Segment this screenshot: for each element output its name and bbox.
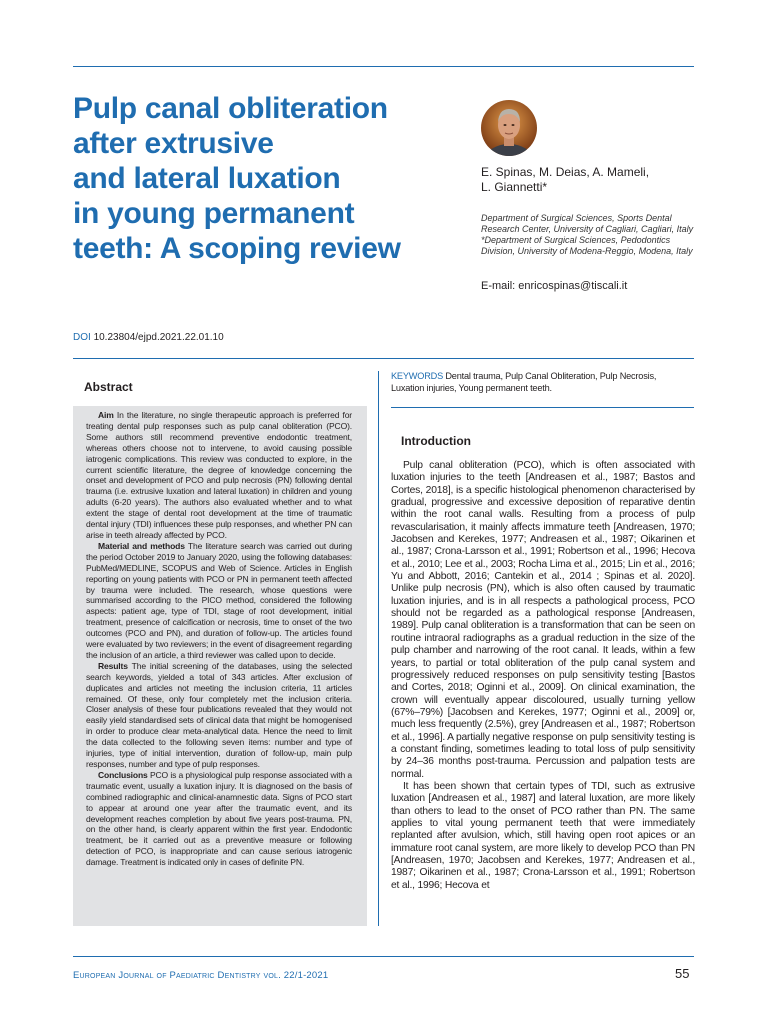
abstract-text: PCO is a physiological pulp response associated with a traumatic event, usually a luxation injury. It is diagnosed on the basis of combined radiographic and clinical-anamnestic data. Signs of PCO start to appear at around one year after the traumatic event, and its development reaches completion by about five years post-trauma. PN, on the other hand, is clearly apparent within the first year. Endodontic treatment, be it carried out as a preventive measure or following detection of PCO, is inappropriate and can cause serious iatrogenic damage. Treatment is indicated only in cases of definite PN. (86, 769, 352, 868)
abstract-body (86, 410, 352, 868)
abstract-heading: Abstract (84, 380, 133, 394)
authors-line: E. Spinas, M. Deias, A. Mameli, (481, 165, 650, 179)
title-line: after extrusive (73, 127, 274, 160)
abstract-label: Material and methods (98, 540, 185, 551)
affiliation-line: Division, University of Modena-Reggio, Modena, Italy (481, 246, 693, 256)
abstract-label: Conclusions (98, 769, 148, 780)
affiliation-line: *Department of Surgical Sciences, Pedodontics (481, 235, 671, 245)
abstract-text: In the literature, no single therapeutic approach is preferred for treating dental pulp responses such as pulp canal obliteration (PCO). Some authors still recommend preventive endodontic treatment, whereas others choose not to intervene, to avoid causing possible iatrogenic complications. This review was conducted to explore, in the current scientific literature, the degree of knowledge concerning the onset and development of PCO and pulp necrosis (PN) following dental trauma (i.e. extrusive luxation and lateral luxation) in children and young adults (6-20 years). The authors also evaluated whether and to what extent the stage of dental root development at the time of traumatic dental injury (TDI) influences these pulp responses, and whether PN can arise in teeth already affected by PCO. (86, 410, 352, 540)
introduction-body (391, 460, 695, 892)
abstract-label: Results (98, 660, 128, 671)
section-rule (73, 358, 694, 359)
keywords-text: Dental trauma, Pulp Canal Obliteration, Pulp Necrosis, Luxation injuries, Young permanent teeth. (391, 371, 657, 393)
footer-rule (73, 956, 694, 957)
affiliations (481, 213, 693, 257)
doi-value[interactable]: 10.23804/ejpd.2021.22.01.10 (93, 332, 224, 343)
title-line: teeth: A scoping review (73, 232, 401, 265)
introduction-paragraph: It has been shown that certain types of TDI, such as extrusive luxation [Andreasen et al., 1987] and lateral luxation, are more likely than others to lead to the onset of PCO rather than PN. The same applies to vital young permanent teeth that were immediately replanted after avulsion, which, still having open root apices or an immature root canal system, are more likely to develop PCO than PN [Andreasen, 1970; Jacobsen and Kerekes, 1977; Andreasen et al., 1987; Oikarinen et al., 1987; Crona-Larsson et al., 1991; Robertson et al., 1996; Hecova et (391, 780, 695, 891)
abstract-text: The initial screening of the databases, using the selected search keywords, yielded a total of 343 articles. After exclusion of duplicates and articles not meeting the inclusion criteria, 11 articles remained. Of these, only four completely met the inclusion criteria. Closer analysis of these four publications revealed that they would not easily yield standardised sets of clinical data that might be homogenised in order to produce clear meta-analytical data. Hence the need to limit the data collected to the following seven items: number and type of injuries, type of initial intervention, duration of follow-up, main pulp responses, number and type of pulp responses. (86, 660, 352, 769)
introduction-paragraph: Pulp canal obliteration (PCO), which is often associated with luxation injuries to the teeth [Andreasen et al., 1987; Bastos and Cortes, 2018], is a specific histological phenomenon characterised by gradual, progressive and excessive deposition of reparative dentin within the root canal walls. Resulting from a process of pulp revascularisation, it mainly affects immature teeth [Andreasen, 1970; Jacobsen and Kerekes, 1977; Andreasen et al., 1987; Oikarinen et al., 1987; Crona-Larsson et al., 1991; Robertson et al., 1996; Hecova et al., 2010; Lee et al., 2003; Rocha Lima et al., 2015; Lin et al., 2016; Yu and Abbott, 2016; Cantekin et al., 2014 ; Spinas et al. 2020]. Unlike pulp necrosis (PN), which is also often caused by traumatic luxation injuries, and is in all respects a pathological process, PCO should not be regarded as a pathological response [Andreasen, 1989]. Pulp canal obliteration is a transformation that can be seen on routine intraoral radiographs as a gradual reduction in the size of the pulp chamber and narrowing of the root canal. It leads, within a few years, to partial or total obliteration of the pulp canal system and progressively reduced responses on pulp sensitivity testing [Bastos and Cortes, 2018; Oginni et al., 2009]. On clinical examination, the crown will eventually appear discoloured, usually turning yellow (67%–79%) [Jacobsen and Kerekes, 1977; Oginni et al., 2009] or, much less frequently (2.5%), grey [Andreasen et al., 1987; Robertson et al., 1996]. A partially negative response on pulp sensitivity testing is a constant finding, sometimes leading to total loss of pulp sensitivity by 24–36 months post-trauma. Percussion and palpation tests are normal. (391, 460, 695, 780)
column-divider (378, 371, 379, 926)
contact-email[interactable]: E-mail: enricospinas@tiscali.it (481, 280, 628, 292)
keywords (391, 371, 691, 394)
abstract-paragraph (86, 770, 352, 868)
abstract-text: The literature search was carried out during the period October 2019 to January 2020, using the following databases: PubMed/MEDLINE, SCOPUS and Web of Science. Articles in English reporting on young patients with PCO or PN in permanent teeth affected by trauma were included. The research, whose questions were summarised according to the PICO method, considered the following aspects: patient age, type of TDI, stage of root development, initial treatment, presence of calcification or necrosis, time to onset of the two outcomes (PCO and PN), and duration of follow-up. The articles found were evaluated by two reviewers; in the event of disagreement regarding the inclusion of an article, a third reviewer was called upon to decide. (86, 540, 353, 660)
affiliation-line: Department of Surgical Sciences, Sports Dental (481, 213, 672, 223)
author-list (481, 165, 649, 195)
doi-label: DOI (73, 332, 91, 343)
page-number: 55 (675, 966, 690, 981)
article-title (73, 91, 453, 266)
doi-line (73, 332, 224, 343)
title-line: in young permanent (73, 197, 355, 230)
top-rule (73, 66, 694, 67)
abstract-label: Aim (98, 410, 114, 420)
title-line: Pulp canal obliteration (73, 92, 388, 125)
journal-footer: European Journal of Paediatric Dentistry vol. 22/1-2021 (73, 970, 329, 981)
authors-line: L. Giannetti* (481, 180, 548, 194)
affiliation-line: Research Center, University of Cagliari, Cagliari, Italy (481, 224, 694, 234)
author-portrait-icon (481, 100, 537, 156)
keywords-label: KEYWORDS (391, 371, 443, 381)
title-line: and lateral luxation (73, 162, 341, 195)
author-photo (481, 100, 537, 156)
abstract-paragraph (86, 410, 352, 541)
abstract-paragraph (86, 661, 352, 770)
abstract-paragraph (86, 541, 352, 661)
keywords-rule (391, 407, 694, 408)
introduction-heading: Introduction (401, 434, 471, 448)
